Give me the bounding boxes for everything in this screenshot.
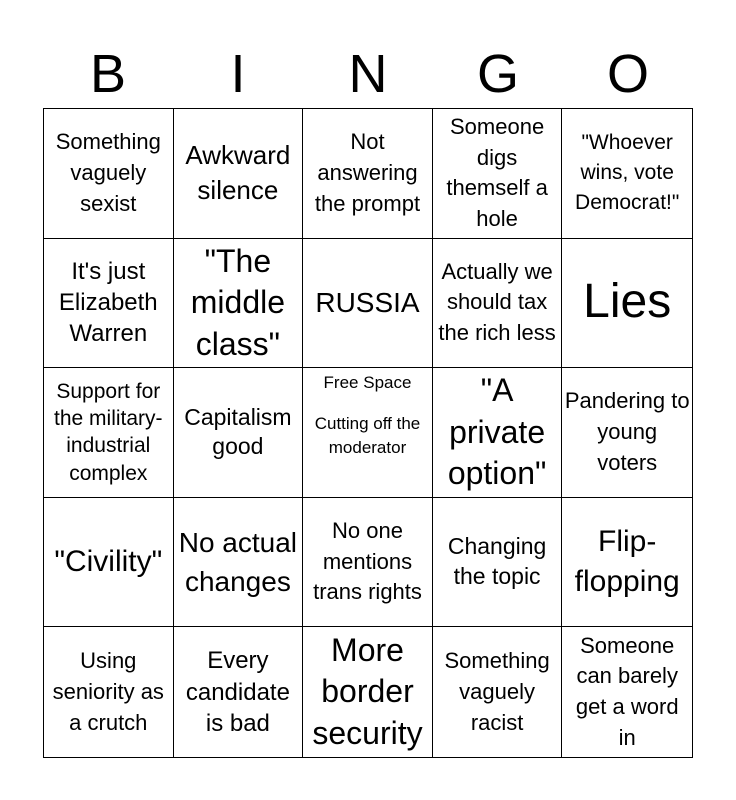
bingo-cell[interactable]: [562, 498, 692, 628]
cell-text: Changing the topic: [447, 533, 547, 590]
bingo-cell[interactable]: [562, 368, 692, 498]
cell-text: Capitalism good: [184, 403, 292, 460]
cell-text: Flip-flopping: [574, 524, 680, 599]
bingo-cell[interactable]: [174, 498, 304, 628]
cell-text: Every candidate is bad: [185, 647, 290, 737]
bingo-board: [43, 108, 693, 758]
bingo-cell[interactable]: [174, 627, 304, 757]
bingo-cell[interactable]: [44, 239, 174, 369]
cell-text: Not answering the prompt: [314, 129, 421, 216]
bingo-cell[interactable]: [44, 498, 174, 628]
bingo-cell[interactable]: [303, 498, 433, 628]
cell-text: Actually we should tax the rich less: [438, 258, 556, 346]
cell-text: Support for the military-industrial complex: [54, 379, 163, 485]
bingo-cell[interactable]: [433, 368, 563, 498]
bingo-cell[interactable]: [433, 109, 563, 239]
cell-text: Awkward silence: [185, 140, 291, 206]
cell-text: "A private option": [447, 372, 547, 492]
cell-text: "The middle class": [190, 242, 286, 362]
bingo-header: [43, 40, 693, 108]
bingo-cell[interactable]: [303, 109, 433, 239]
header-letter-b: B: [89, 44, 127, 104]
cell-text: Something vaguely racist: [444, 648, 550, 735]
header-letter-i: I: [230, 44, 246, 104]
header-letter-o: O: [606, 44, 649, 104]
bingo-cell[interactable]: [562, 239, 692, 369]
free-space-cell[interactable]: [303, 368, 433, 498]
bingo-cell[interactable]: [44, 627, 174, 757]
cell-text: No actual changes: [178, 526, 298, 598]
cell-text: Someone can barely get a word in: [575, 632, 679, 750]
cell-text: It's just Elizabeth Warren: [58, 258, 158, 348]
bingo-cell[interactable]: [44, 368, 174, 498]
bingo-cell[interactable]: [174, 109, 304, 239]
cell-text: Pandering to young voters: [564, 388, 690, 475]
cell-text: No one mentions trans rights: [313, 517, 422, 605]
cell-text: Something vaguely sexist: [55, 129, 161, 216]
header-letter-n: N: [348, 44, 388, 104]
bingo-cell[interactable]: [303, 627, 433, 757]
cell-text: Cutting off the moderator: [314, 414, 421, 458]
bingo-cell[interactable]: [174, 239, 304, 369]
bingo-cell[interactable]: [433, 498, 563, 628]
bingo-cell[interactable]: [303, 239, 433, 369]
cell-text: Someone digs themself a hole: [446, 113, 548, 232]
cell-text: Using seniority as a crutch: [52, 648, 164, 735]
header-letter-g: G: [476, 44, 519, 104]
bingo-cell[interactable]: [174, 368, 304, 498]
cell-text: RUSSIA: [315, 287, 420, 319]
bingo-cell[interactable]: [433, 239, 563, 369]
free-space-label: Free Space: [323, 373, 412, 393]
cell-text: "Whoever wins, vote Democrat!": [575, 130, 680, 215]
cell-text: Lies: [583, 275, 672, 329]
bingo-cell[interactable]: [433, 627, 563, 757]
cell-text: "Civility": [54, 544, 163, 578]
cell-text: More border security: [312, 631, 423, 751]
bingo-cell[interactable]: [562, 109, 692, 239]
bingo-cell[interactable]: [44, 109, 174, 239]
bingo-cell[interactable]: [562, 627, 692, 757]
